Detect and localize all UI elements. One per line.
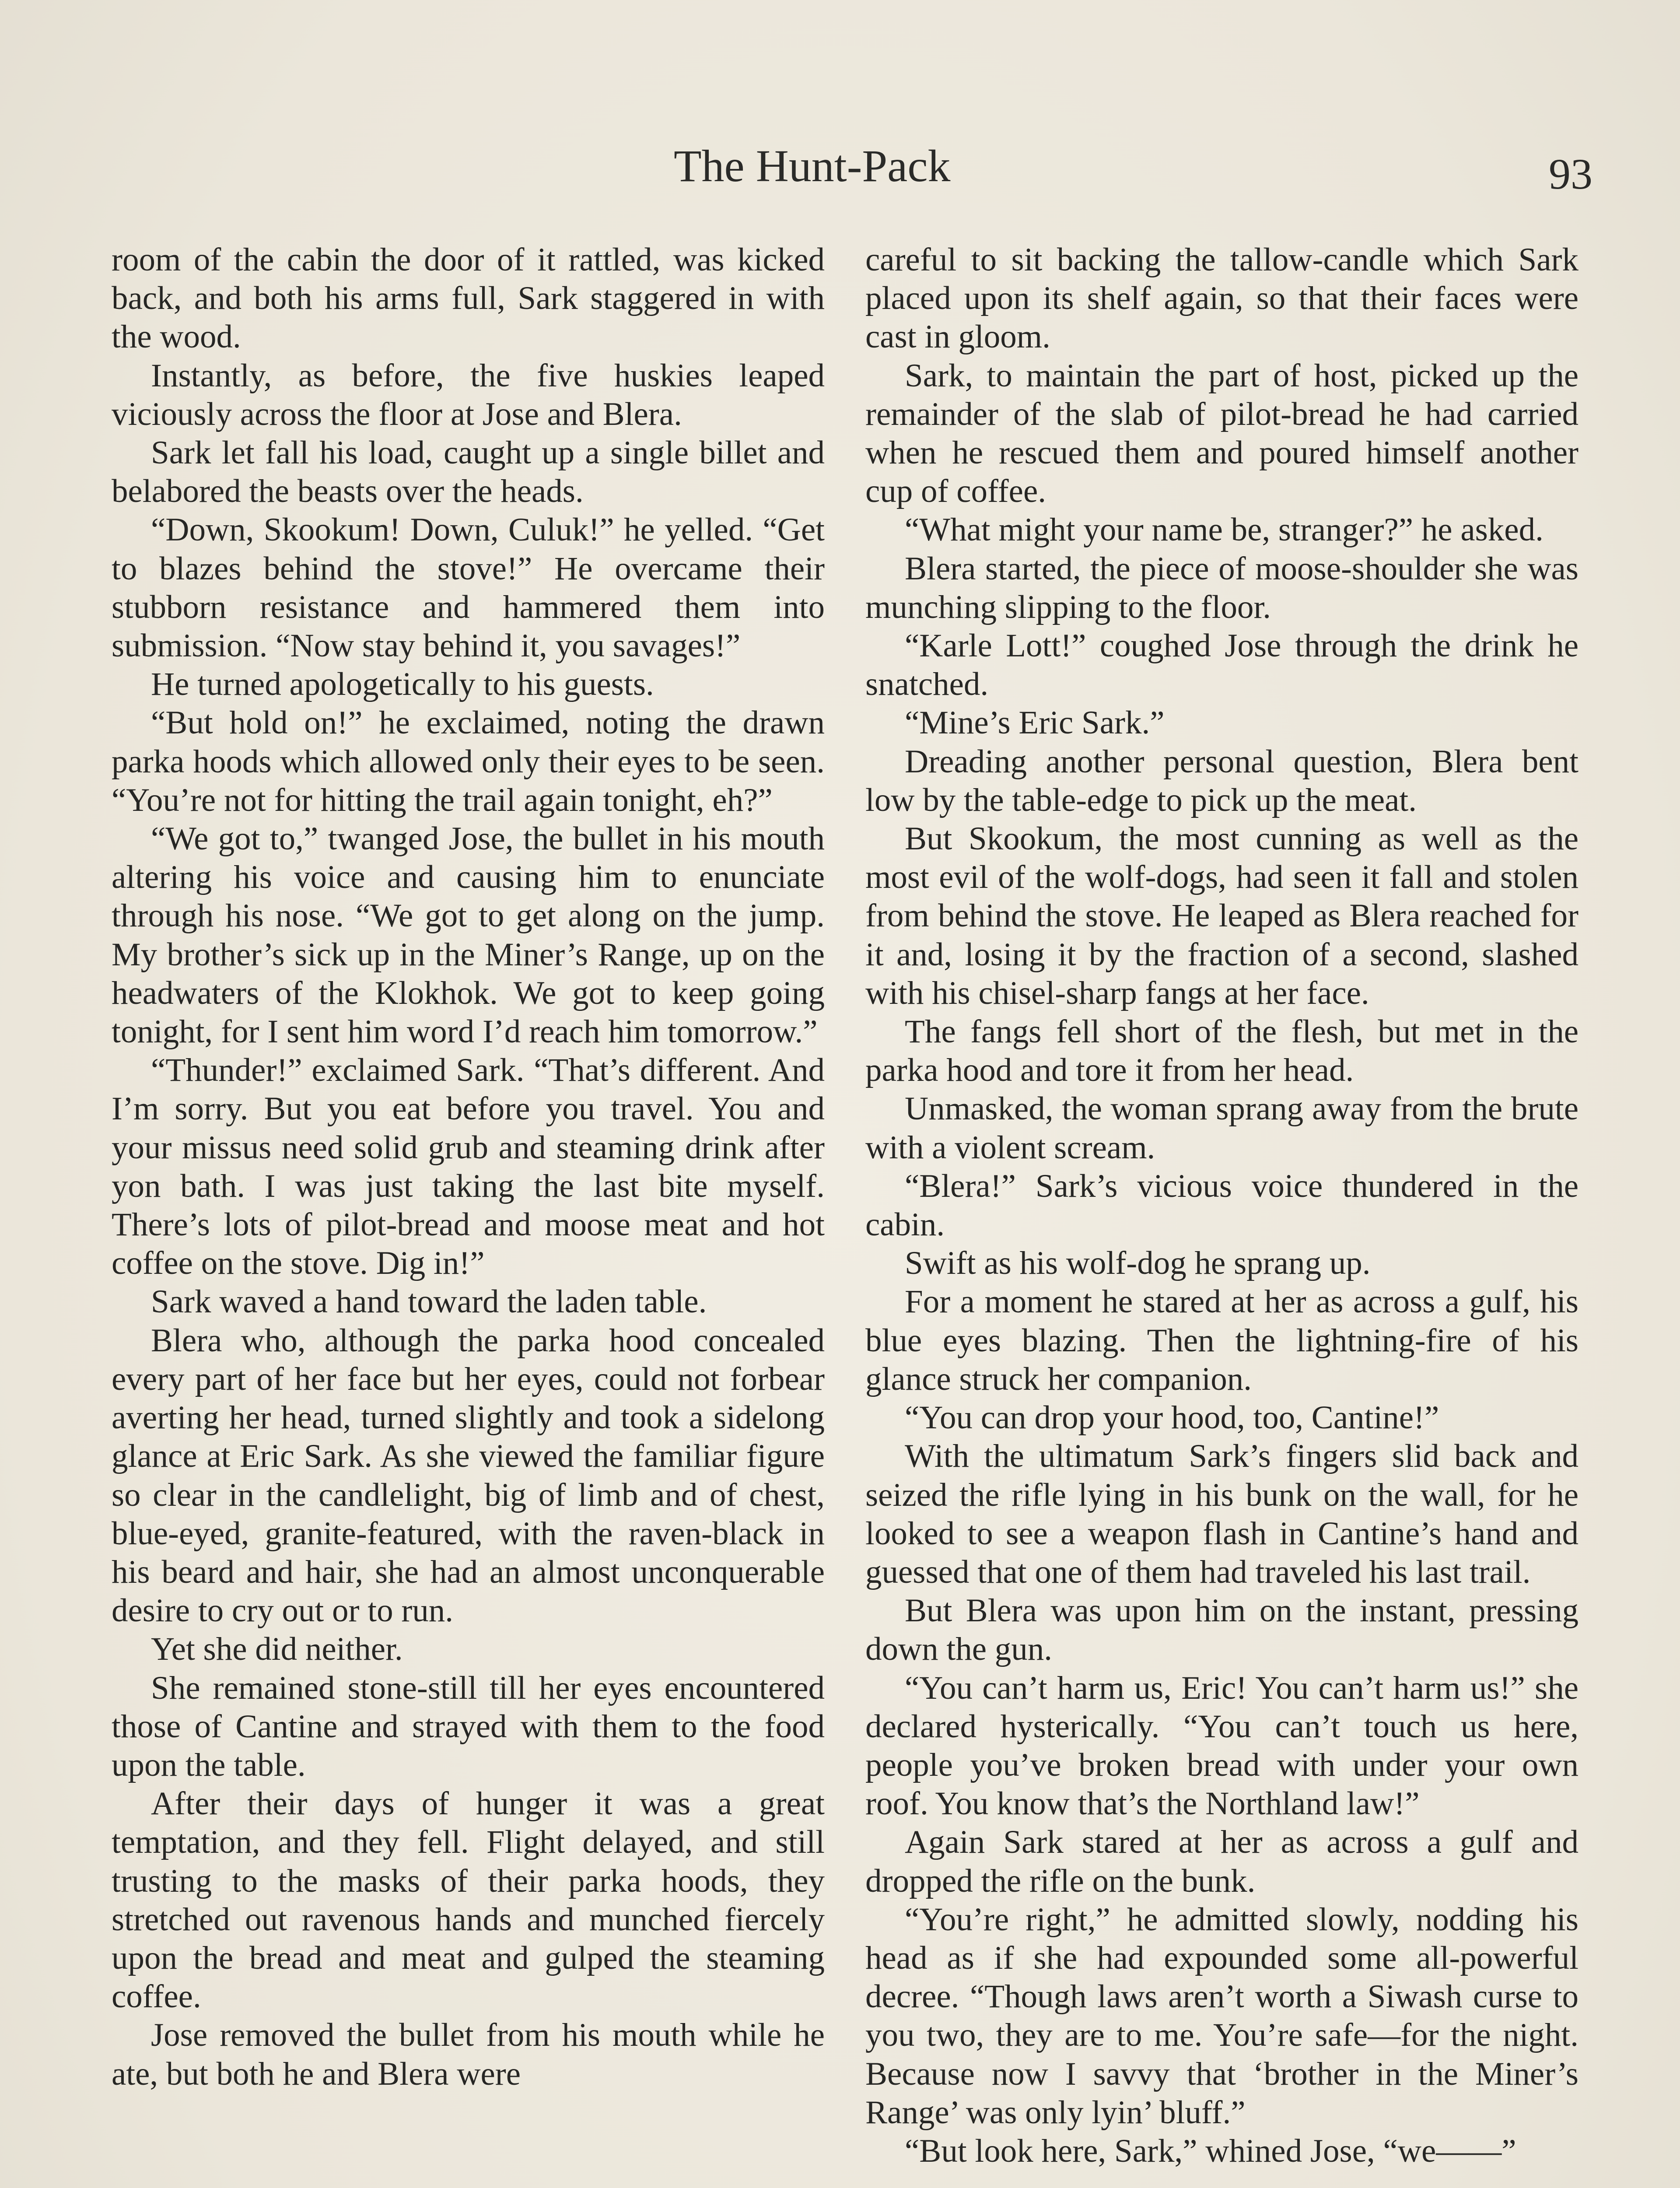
paragraph: After their days of hunger it was a great temptation, and they fell. Flight delayed, and still trusting to the masks of their parka hoods, they stretched out ravenous hands and munched fiercely upon the bread and meat and gulped the steaming coffee. <box>112 1785 825 2015</box>
paragraph: She remained stone-still till her eyes encountered those of Cantine and strayed with them to the food upon the table. <box>112 1669 825 1783</box>
paragraph: “Mine’s Eric Sark.” <box>905 705 1165 741</box>
paragraph: Unmasked, the woman sprang away from the brute with a violent scream. <box>865 1090 1578 1166</box>
paragraph: Blera who, although the parka hood concealed every part of her face but her eyes, could not forbear averting her head, turned slightly and took a sidelong glance at Eric Sark. As she viewed the familiar figure so clear in the candlelight, big of limb and of chest, blue-eyed, granite-featured, with the raven-black in his beard and hair, she had an almost unconquerable desire to cry out or to run. <box>112 1322 825 1629</box>
paragraph: Instantly, as before, the five huskies leaped viciously across the floor at Jose and Blera. <box>112 357 825 432</box>
paragraph: “You can drop your hood, too, Cantine!” <box>905 1399 1439 1436</box>
paragraph: “Down, Skookum! Down, Culuk!” he yelled. “Get to blazes behind the stove!” He overcame their stubborn resistance and hammered them into submission. “Now stay behind it, you savages!” <box>112 512 825 664</box>
paragraph: “We got to,” twanged Jose, the bullet in his mouth altering his voice and causing him to enunciate through his nose. “We got to get along on the jump. My brother’s sick up in the Miner’s Range, up on the headwaters of the Klokhok. We got to keep going tonight, for I sent him word I’d reach him tomorrow.” <box>112 820 825 1050</box>
running-head <box>0 140 1680 197</box>
paragraph: But Skookum, the most cunning as well as the most evil of the wolf-dogs, had seen it fall and stolen from behind the stove. He leaped as Blera reached for it and, losing it by the fraction of a second, slashed with his chisel-sharp fangs at her face. <box>865 820 1578 1011</box>
paragraph: For a moment he stared at her as across a gulf, his blue eyes blazing. Then the lightning-fire of his glance struck her companion. <box>865 1283 1578 1397</box>
paragraph: “What might your name be, stranger?” he asked. <box>905 512 1544 548</box>
paragraph: Dreading another personal question, Blera bent low by the table-edge to pick up the meat. <box>865 743 1578 818</box>
paragraph: Sark waved a hand toward the laden table. <box>151 1283 707 1320</box>
paragraph: room of the cabin the door of it rattled, was kicked back, and both his arms full, Sark staggered in with the wood. <box>112 242 825 355</box>
paragraph: Again Sark stared at her as across a gulf and dropped the rifle on the bunk. <box>865 1824 1578 1899</box>
paragraph: Yet she did neither. <box>151 1631 403 1668</box>
paragraph: “Thunder!” exclaimed Sark. “That’s different. And I’m sorry. But you eat before you travel. You and your missus need solid grub and steaming drink after yon bath. I was just taking the last bite myself. There’s lots of pilot-bread and moose meat and hot coffee on the stove. Dig in!” <box>112 1052 825 1282</box>
paragraph: careful to sit backing the tallow-candle which Sark placed upon its shelf again, so that their faces were cast in gloom. <box>865 242 1578 355</box>
paragraph: “But look here, Sark,” whined Jose, “we——” <box>905 2132 1516 2169</box>
paragraph: “Blera!” Sark’s vicious voice thundered in the cabin. <box>865 1168 1578 1243</box>
paragraph: Sark, to maintain the part of host, picked up the remainder of the slab of pilot-bread he had carried when he rescued them and poured himself another cup of coffee. <box>865 357 1578 510</box>
paragraph: “Karle Lott!” coughed Jose through the drink he snatched. <box>865 628 1578 703</box>
paragraph: “But hold on!” he exclaimed, noting the drawn parka hoods which allowed only their eyes to be seen. “You’re not for hitting the trail again tonight, eh?” <box>112 705 825 818</box>
paragraph: With the ultimatum Sark’s fingers slid back and seized the rifle lying in his bunk on the wall, for he looked to see a weapon flash in Cantine’s hand and guessed that one of them had traveled his last trail. <box>865 1438 1578 1590</box>
paragraph: “You can’t harm us, Eric! You can’t harm us!” she declared hysterically. “You can’t touch us here, people you’ve broken bread with under your own roof. You know that’s the Northland law!” <box>865 1669 1578 1822</box>
right-column <box>865 241 1578 2188</box>
paragraph: Blera started, the piece of moose-shoulder she was munching slipping to the floor. <box>865 550 1578 625</box>
page-number: 93 <box>1549 150 1592 198</box>
paragraph: Sark let fall his load, caught up a single billet and belabored the beasts over the heads. <box>112 435 825 510</box>
paragraph: The fangs fell short of the flesh, but met in the parka hood and tore it from her head. <box>865 1013 1578 1089</box>
page-title: The Hunt-Pack <box>674 141 951 191</box>
left-column <box>112 241 825 2188</box>
paragraph: But Blera was upon him on the instant, pressing down the gun. <box>865 1592 1578 1668</box>
paragraph: He turned apologetically to his guests. <box>151 666 654 703</box>
paragraph: Jose removed the bullet from his mouth while he ate, but both he and Blera were <box>112 2017 825 2092</box>
paragraph: Swift as his wolf-dog he sprang up. <box>905 1245 1371 1282</box>
paragraph: “You’re right,” he admitted slowly, nodding his head as if she had expounded some all-powerful decree. “Though laws aren’t worth a Siwash curse to you two, they are to me. You’re safe—for the night. Because now I savvy that ‘brother in the Miner’s Range’ was only lyin’ bluff.” <box>865 1901 1578 2131</box>
